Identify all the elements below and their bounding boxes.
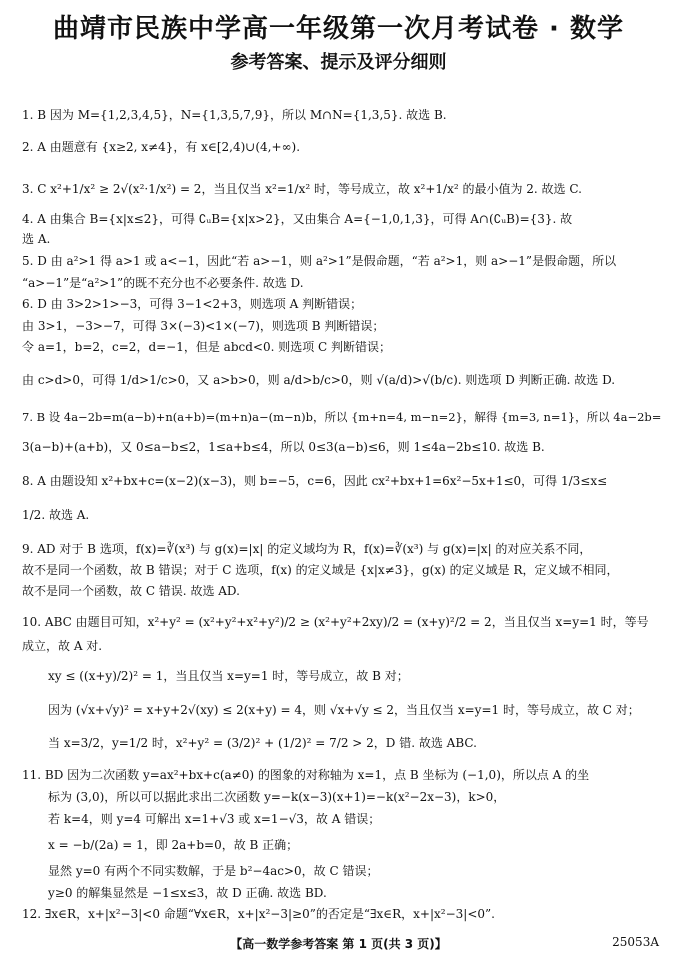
page-subtitle: 参考答案、提示及评分细则 bbox=[230, 52, 447, 73]
answer-line: 故不是同一个函数，故 B 错误；对于 C 选项，f(x) 的定义域是 {x|x≠3}，g(x) 的定义域是 R，定义域不相同， bbox=[22, 563, 619, 577]
answer-line: 当 x=3/2，y=1/2 时，x²+y² = (3/2)² + (1/2)² = 7/2 > 2，D 错. 故选 ABC. bbox=[48, 736, 477, 750]
answer-line: xy ≤ ((x+y)/2)² = 1，当且仅当 x=y=1 时，等号成立，故 B 对； bbox=[48, 669, 409, 683]
answer-line: 9. AD 对于 B 选项，f(x)=∛(x³) 与 g(x)=|x| 的定义域均为 R，f(x)=∛(x³) 与 g(x)=|x| 的对应关系不同， bbox=[22, 542, 592, 556]
answer-line: 令 a=1，b=2，c=2，d=−1，但是 abcd<0. 则选项 C 判断错误； bbox=[22, 340, 392, 354]
answer-line: 故不是同一个函数，故 C 错误. 故选 AD. bbox=[22, 584, 240, 598]
answer-line: 标为 (3,0)，所以可以据此求出二次函数 y=−k(x−3)(x+1)=−k(x²−2x−3)，k>0， bbox=[48, 790, 506, 804]
answer-line: 5. D 由 a²>1 得 a>1 或 a<−1，因此“若 a>−1，则 a²>1”是假命题，“若 a²>1，则 a>−1”是假命题，所以 bbox=[22, 254, 617, 268]
answer-line: 因为 (√x+√y)² = x+y+2√(xy) ≤ 2(x+y) = 4，则 √x+√y ≤ 2，当且仅当 x=y=1 时，等号成立，故 C 对； bbox=[48, 703, 640, 717]
answer-line: 成立，故 A 对. bbox=[22, 639, 103, 653]
answer-line: x = −b/(2a) = 1，即 2a+b=0，故 B 正确； bbox=[48, 838, 299, 852]
answer-line: 7. B 设 4a−2b=m(a−b)+n(a+b)=(m+n)a−(m−n)b，所以 {m+n=4, m−n=2}，解得 {m=3, n=1}，所以 4a−2b= bbox=[22, 410, 662, 424]
footer-code: 25053A bbox=[612, 935, 659, 949]
answer-line: 3(a−b)+(a+b)，又 0≤a−b≤2，1≤a+b≤4，所以 0≤3(a−b)≤6，则 1≤4a−2b≤10. 故选 B. bbox=[22, 440, 545, 454]
answer-line: 4. A 由集合 B={x|x≤2}，可得 ∁ᵤB={x|x>2}，又由集合 A={−1,0,1,3}，可得 A∩(∁ᵤB)={3}. 故 bbox=[22, 212, 573, 226]
answer-line: 11. BD 因为二次函数 y=ax²+bx+c(a≠0) 的图象的对称轴为 x=1，点 B 坐标为 (−1,0)，所以点 A 的坐 bbox=[22, 768, 590, 782]
answer-line: 3. C x²+1/x² ≥ 2√(x²·1/x²) = 2，当且仅当 x²=1/x² 时，等号成立，故 x²+1/x² 的最小值为 2. 故选 C. bbox=[22, 182, 582, 196]
answer-line: 1/2. 故选 A. bbox=[22, 508, 90, 522]
answer-line: 12. ∃x∈R，x+|x²−3|<0 命题“∀x∈R，x+|x²−3|≥0”的否定是“∃x∈R，x+|x²−3|<0”. bbox=[22, 907, 495, 921]
page-title: 曲靖市民族中学高一年级第一次月考试卷 · 数学 bbox=[53, 14, 624, 44]
answer-line: 8. A 由题设知 x²+bx+c=(x−2)(x−3)，则 b=−5，c=6，因此 cx²+bx+1=6x²−5x+1≤0，可得 1/3≤x≤ bbox=[22, 474, 608, 488]
answer-line: 6. D 由 3>2>1>−3，可得 3−1<2+3，则选项 A 判断错误； bbox=[22, 297, 363, 311]
answer-line: 10. ABC 由题目可知，x²+y² = (x²+y²+x²+y²)/2 ≥ (x²+y²+2xy)/2 = (x+y)²/2 = 2，当且仅当 x=y=1 时，等号 bbox=[22, 615, 649, 629]
answer-line: 显然 y=0 有两个不同实数解，于是 b²−4ac>0，故 C 错误； bbox=[48, 864, 379, 878]
answer-line: y≥0 的解集显然是 −1≤x≤3，故 D 正确. 故选 BD. bbox=[48, 886, 327, 900]
answer-line: 由 c>d>0，可得 1/d>1/c>0，又 a>b>0，则 a/d>b/c>0，则 √(a/d)>√(b/c). 则选项 D 判断正确. 故选 D. bbox=[22, 373, 616, 387]
answer-line: 由 3>1，−3>−7，可得 3×(−3)<1×(−7)，则选项 B 判断错误； bbox=[22, 319, 385, 333]
answer-line: 选 A. bbox=[22, 232, 51, 246]
answer-line: 1. B 因为 M={1,2,3,4,5}，N={1,3,5,7,9}，所以 M∩N={1,3,5}. 故选 B. bbox=[22, 108, 447, 122]
answer-line: 2. A 由题意有 {x≥2, x≠4}，有 x∈[2,4)∪(4,+∞). bbox=[22, 140, 301, 154]
answer-line: “a>−1”是“a²>1”的既不充分也不必要条件. 故选 D. bbox=[22, 276, 304, 290]
answer-line: 若 k=4，则 y=4 可解出 x=1+√3 或 x=1−√3，故 A 错误； bbox=[48, 812, 381, 826]
footer-page-info: 【高一数学参考答案 第 1 页(共 3 页)】 bbox=[230, 937, 447, 951]
